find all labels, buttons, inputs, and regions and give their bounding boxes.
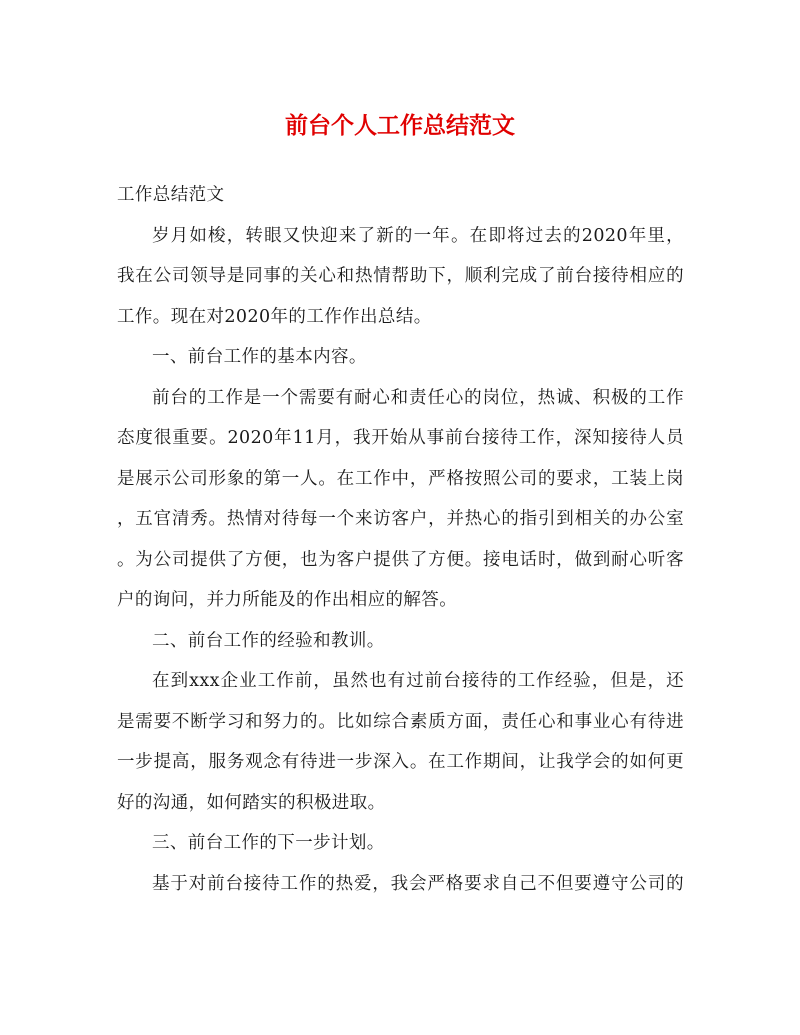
section-heading: 一、前台工作的基本内容。 [152, 347, 367, 367]
paragraph-line: 在到xxx企业工作前，虽然也有过前台接待的工作经验，但是，还 [152, 671, 684, 691]
paragraph-line: 好的沟通，如何踏实的积极进取。 [117, 792, 386, 813]
document-title: 前台个人工作总结范文 [285, 112, 515, 139]
paragraph-line: 基于对前台接待工作的热爱，我会严格要求自己不但要遵守公司的 [152, 873, 684, 894]
paragraph-line: 。为公司提供了方便，也为客户提供了方便。接电话时，做到耐心听客 [117, 549, 684, 570]
section-heading: 三、前台工作的下一步计划。 [152, 833, 385, 853]
paragraph-line: ，五官清秀。热情对待每一个来访客户，并热心的指引到相关的办公室 [117, 509, 684, 529]
document-body [117, 175, 684, 904]
paragraph-line: 是展示公司形象的第一人。在工作中，严格按照公司的要求，工装上岗 [117, 468, 684, 489]
paragraph-line: 岁月如梭，转眼又快迎来了新的一年。在即将过去的2020年里， [152, 225, 684, 246]
section-heading: 二、前台工作的经验和教训。 [152, 630, 385, 651]
paragraph-line: 态度很重要。2020年11月，我开始从事前台接待工作，深知接待人员 [117, 428, 684, 448]
paragraph-line: 我在公司领导是同事的关心和热情帮助下，顺利完成了前台接待相应的 [117, 266, 684, 286]
paragraph-line: 前台的工作是一个需要有耐心和责任心的岗位，热诚、积极的工作 [152, 387, 684, 408]
section-heading: 工作总结范文 [117, 185, 225, 205]
paragraph-line: 是需要不断学习和努力的。比如综合素质方面，责任心和事业心有待进 [117, 711, 684, 732]
paragraph-line: 工作。现在对2020年的工作作出总结。 [117, 306, 432, 327]
paragraph-line: 户的询问，并力所能及的作出相应的解答。 [117, 590, 458, 610]
paragraph-line: 一步提高，服务观念有待进一步深入。在工作期间，让我学会的如何更 [117, 752, 684, 772]
